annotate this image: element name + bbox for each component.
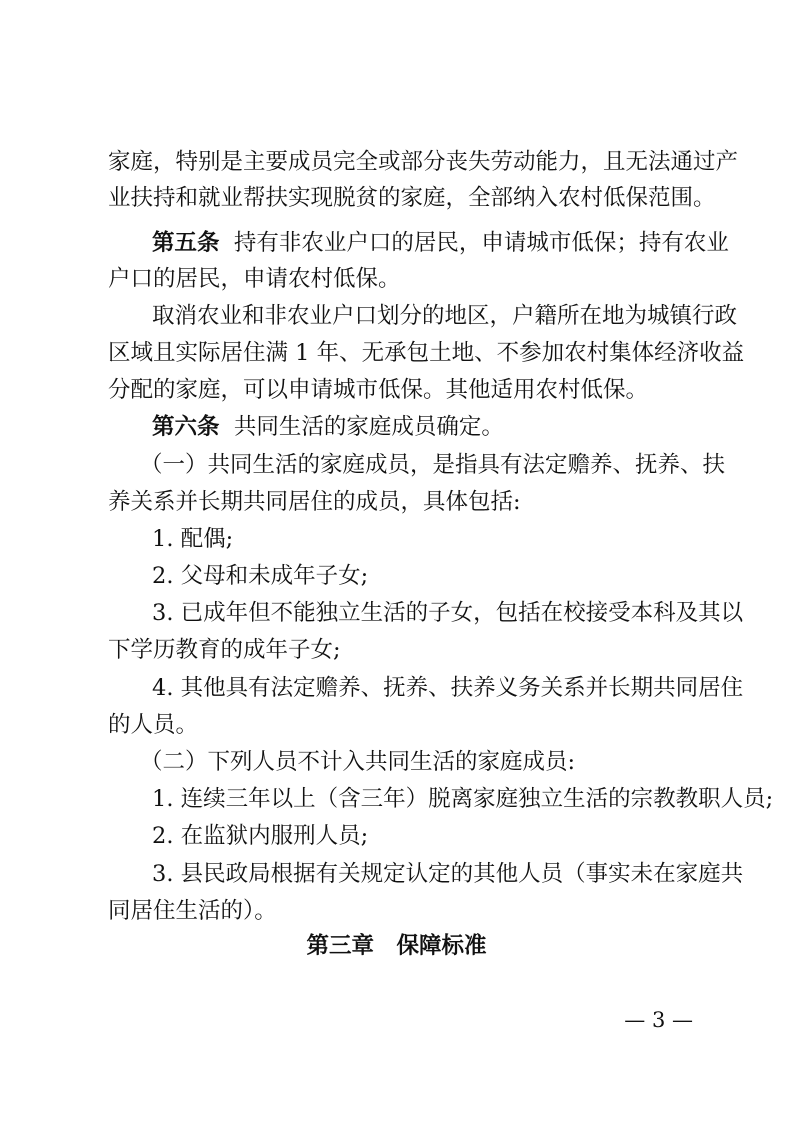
paragraph-line: 家庭，特别是主要成员完全或部分丧失劳动能力，且无法通过产 bbox=[108, 149, 739, 175]
article-6-text: 共同生活的家庭成员确定。 bbox=[233, 414, 504, 440]
paragraph-line: （二）下列人员不计入共同生活的家庭成员: bbox=[140, 749, 576, 775]
list-item: 2. 在监狱内服刑人员; bbox=[152, 823, 369, 849]
paragraph-line: 取消农业和非农业户口划分的地区，户籍所在地为城镇行政 bbox=[152, 303, 738, 329]
list-item: 2. 父母和未成年子女; bbox=[152, 563, 369, 589]
paragraph-line: 养关系并长期共同居住的成员，具体包括: bbox=[108, 489, 521, 515]
paragraph-line: 的人员。 bbox=[108, 712, 199, 738]
list-item: 3. 已成年但不能独立生活的子女，包括在校接受本科及其以 bbox=[152, 600, 744, 626]
list-item: 3. 县民政局根据有关规定认定的其他人员（事实未在家庭共 bbox=[152, 861, 744, 887]
paragraph-line: 户口的居民，申请农村低保。 bbox=[108, 266, 401, 292]
paragraph-line: 同居住生活的）。 bbox=[108, 898, 277, 924]
paragraph-line: （一）共同生活的家庭成员，是指具有法定赡养、抚养、扶 bbox=[140, 452, 726, 478]
list-item: 4. 其他具有法定赡养、抚养、扶养义务关系并长期共同居住 bbox=[152, 675, 744, 701]
paragraph-line: 区域且实际居住满 1 年、无承包土地、不参加农村集体经济收益 bbox=[108, 340, 745, 366]
paragraph-line: 业扶持和就业帮扶实现脱贫的家庭，全部纳入农村低保范围。 bbox=[108, 185, 716, 211]
page-number: — 3 — bbox=[624, 1008, 693, 1032]
chapter-title: 第三章 保障标准 bbox=[306, 933, 487, 959]
article-6-line bbox=[152, 411, 690, 443]
paragraph-line: 分配的家庭，可以申请城市低保。其他适用农村低保。 bbox=[108, 377, 649, 403]
list-item: 1. 配偶; bbox=[152, 526, 234, 552]
article-6-label: 第六条 bbox=[152, 414, 220, 440]
article-5-text: 持有非农业户口的居民，申请城市低保；持有农业 bbox=[233, 230, 729, 256]
list-item: 1. 连续三年以上（含三年）脱离家庭独立生活的宗教教职人员; bbox=[152, 786, 774, 812]
paragraph-line: 下学历教育的成年子女; bbox=[108, 637, 341, 663]
article-5-line bbox=[152, 227, 729, 259]
article-5-label: 第五条 bbox=[152, 230, 220, 256]
